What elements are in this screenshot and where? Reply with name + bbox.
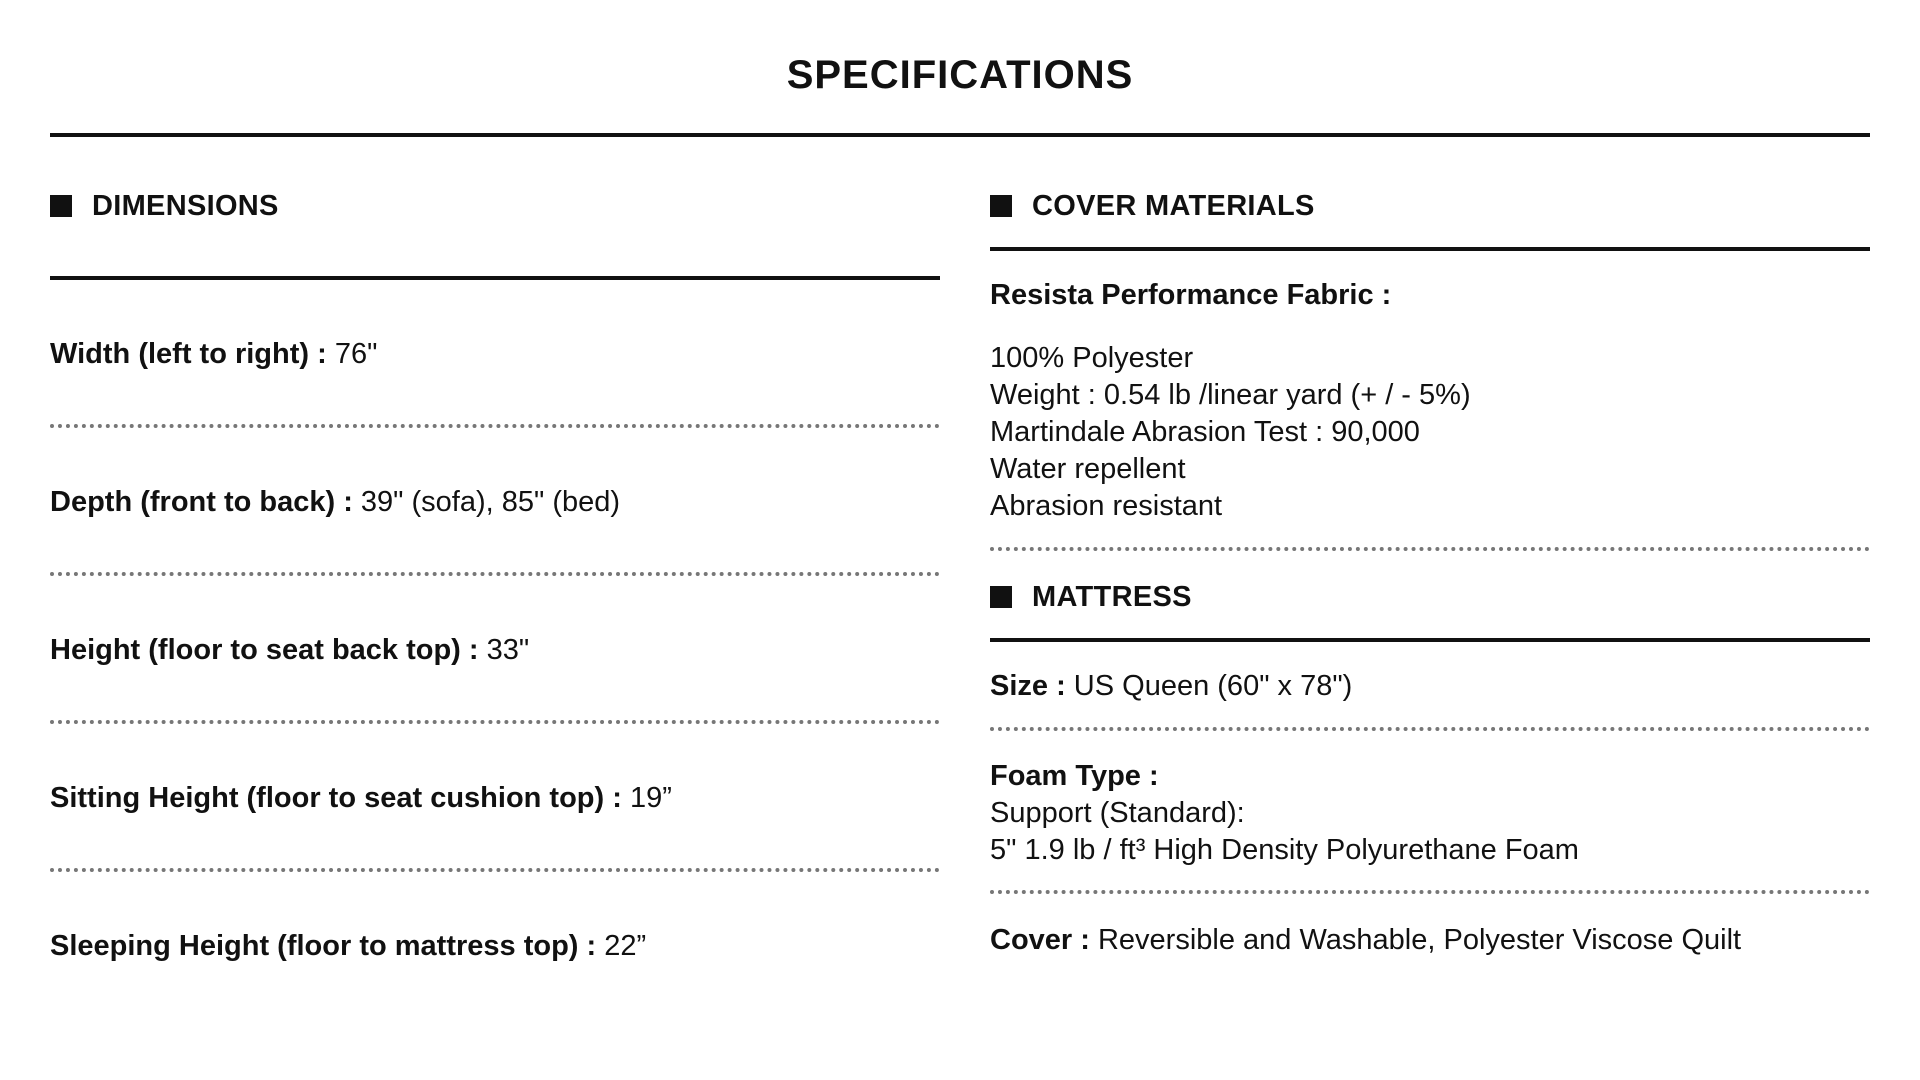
foam-type-line: Support (Standard): — [990, 797, 1245, 829]
dotted-divider — [50, 720, 940, 724]
dimension-row-height — [50, 632, 529, 669]
fabric-spec-list — [990, 340, 1471, 525]
foam-type-label: Foam Type : — [990, 760, 1159, 792]
square-bullet-icon — [990, 586, 1012, 608]
dimension-value: 76" — [326, 338, 378, 370]
dimension-row-depth — [50, 484, 620, 521]
mattress-divider — [990, 638, 1870, 642]
dimension-value: 33" — [478, 634, 530, 666]
cover-materials-heading — [990, 189, 1315, 223]
mattress-cover-value: Reversible and Washable, Polyester Viscose Quilt — [1089, 924, 1742, 956]
dimension-label: Depth (front to back) : — [50, 486, 353, 518]
dimension-label: Height (floor to seat back top) : — [50, 634, 479, 666]
dotted-divider — [990, 547, 1870, 551]
dotted-divider — [990, 890, 1870, 894]
mattress-size-value: US Queen (60" x 78") — [1065, 670, 1353, 702]
dimension-row-sitting-height — [50, 780, 672, 817]
dimensions-heading-label: DIMENSIONS — [92, 190, 279, 222]
dimension-label: Width (left to right) : — [50, 338, 327, 370]
dimension-row-width — [50, 336, 377, 373]
mattress-heading-label: MATTRESS — [1032, 581, 1192, 613]
dimensions-divider — [50, 276, 940, 280]
mattress-heading — [990, 580, 1192, 614]
dimension-value: 39" (sofa), 85" (bed) — [352, 486, 621, 518]
dimension-label: Sitting Height (floor to seat cushion top) : — [50, 782, 622, 814]
mattress-cover-label: Cover : — [990, 924, 1090, 956]
mattress-size-row — [990, 668, 1352, 705]
page-title: SPECIFICATIONS — [786, 53, 1134, 97]
dimensions-heading — [50, 189, 279, 223]
dimension-value: 19” — [621, 782, 672, 814]
dimension-label: Sleeping Height (floor to mattress top) : — [50, 930, 597, 962]
mattress-size-label: Size : — [990, 670, 1066, 702]
foam-type-line: 5" 1.9 lb / ft³ High Density Polyurethane Foam — [990, 834, 1579, 866]
cover-materials-heading-label: COVER MATERIALS — [1032, 190, 1315, 222]
fabric-spec-line: Abrasion resistant — [990, 490, 1223, 522]
square-bullet-icon — [50, 195, 72, 217]
cover-materials-divider — [990, 247, 1870, 251]
fabric-spec-line: Weight : 0.54 lb /linear yard (+ / - 5%) — [990, 379, 1471, 411]
fabric-name — [990, 277, 1391, 314]
fabric-spec-line: 100% Polyester — [990, 342, 1194, 374]
title-divider — [50, 133, 1870, 137]
dimension-value: 22” — [596, 930, 647, 962]
fabric-label: Resista Performance Fabric : — [990, 279, 1392, 311]
mattress-cover-row — [990, 922, 1741, 959]
foam-type-block — [990, 758, 1579, 869]
fabric-spec-line: Martindale Abrasion Test : 90,000 — [990, 416, 1420, 448]
dotted-divider — [50, 868, 940, 872]
square-bullet-icon — [990, 195, 1012, 217]
dotted-divider — [50, 572, 940, 576]
dotted-divider — [990, 727, 1870, 731]
dotted-divider — [50, 424, 940, 428]
dimension-row-sleeping-height — [50, 928, 646, 965]
fabric-spec-line: Water repellent — [990, 453, 1186, 485]
